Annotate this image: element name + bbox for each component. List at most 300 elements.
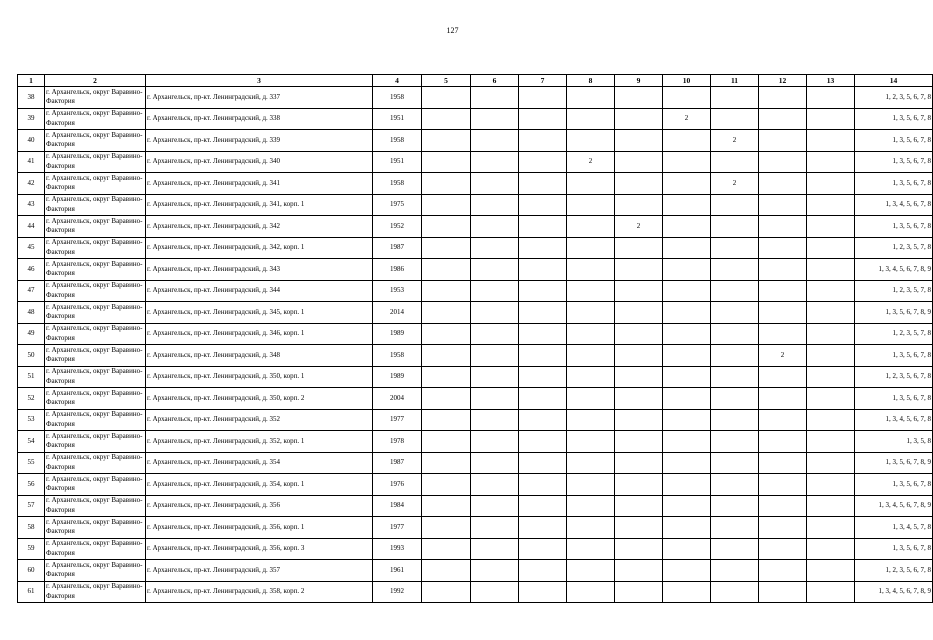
row-number-cell: 42	[18, 173, 45, 195]
column-9-cell	[615, 151, 663, 173]
column-8-cell	[567, 194, 615, 216]
column-12-cell	[759, 216, 807, 238]
column-9-cell	[615, 366, 663, 388]
year-cell: 1961	[373, 560, 422, 582]
year-cell: 1953	[373, 280, 422, 302]
column-13-cell	[807, 409, 855, 431]
address-cell: г. Архангельск, пр-кт. Ленинградский, д. 352	[146, 409, 373, 431]
column-11-cell	[711, 151, 759, 173]
column-14-cell: 1, 3, 4, 5, 6, 7, 8, 9	[855, 259, 933, 281]
column-header-5: 5	[422, 75, 471, 87]
row-number-cell: 59	[18, 538, 45, 560]
district-cell: г. Архангельск, округ Варавино-Фактория	[45, 560, 146, 582]
column-11-cell	[711, 108, 759, 130]
column-7-cell	[519, 108, 567, 130]
column-10-cell	[663, 388, 711, 410]
address-cell: г. Архангельск, пр-кт. Ленинградский, д. 339	[146, 130, 373, 152]
district-cell: г. Архангельск, округ Варавино-Фактория	[45, 194, 146, 216]
column-14-cell: 1, 3, 5, 6, 7, 8, 9	[855, 452, 933, 474]
column-header-7: 7	[519, 75, 567, 87]
column-11-cell	[711, 237, 759, 259]
district-cell: г. Архангельск, округ Варавино-Фактория	[45, 130, 146, 152]
column-10-cell	[663, 130, 711, 152]
column-5-cell	[422, 280, 471, 302]
column-8-cell	[567, 409, 615, 431]
column-6-cell	[471, 388, 519, 410]
column-11-cell	[711, 87, 759, 109]
column-8-cell	[567, 173, 615, 195]
address-cell: г. Архангельск, пр-кт. Ленинградский, д. 358, корп. 2	[146, 581, 373, 603]
column-12-cell	[759, 259, 807, 281]
column-6-cell	[471, 151, 519, 173]
year-cell: 1989	[373, 323, 422, 345]
column-header-13: 13	[807, 75, 855, 87]
address-cell: г. Архангельск, пр-кт. Ленинградский, д. 350, корп. 2	[146, 388, 373, 410]
column-13-cell	[807, 259, 855, 281]
column-6-cell	[471, 517, 519, 539]
column-14-cell: 1, 2, 3, 5, 6, 7, 8	[855, 366, 933, 388]
column-9-cell	[615, 302, 663, 324]
column-10-cell	[663, 345, 711, 367]
district-cell: г. Архангельск, округ Варавино-Фактория	[45, 151, 146, 173]
column-9-cell	[615, 237, 663, 259]
column-6-cell	[471, 366, 519, 388]
column-14-cell: 1, 3, 4, 5, 6, 7, 8	[855, 409, 933, 431]
year-cell: 1977	[373, 409, 422, 431]
column-header-8: 8	[567, 75, 615, 87]
column-10-cell	[663, 431, 711, 453]
year-cell: 1951	[373, 108, 422, 130]
column-10-cell	[663, 302, 711, 324]
column-7-cell	[519, 431, 567, 453]
table-row	[18, 581, 933, 603]
address-cell: г. Архангельск, пр-кт. Ленинградский, д. 345, корп. 1	[146, 302, 373, 324]
address-cell: г. Архангельск, пр-кт. Ленинградский, д. 356, корп. 3	[146, 538, 373, 560]
column-9-cell	[615, 517, 663, 539]
column-13-cell	[807, 431, 855, 453]
column-14-cell: 1, 3, 5, 8	[855, 431, 933, 453]
column-13-cell	[807, 538, 855, 560]
column-14-cell: 1, 3, 5, 6, 7, 8	[855, 216, 933, 238]
district-cell: г. Архангельск, округ Варавино-Фактория	[45, 173, 146, 195]
table-row	[18, 452, 933, 474]
row-number-cell: 51	[18, 366, 45, 388]
column-7-cell	[519, 560, 567, 582]
column-header-9: 9	[615, 75, 663, 87]
row-number-cell: 38	[18, 87, 45, 109]
column-8-cell	[567, 452, 615, 474]
district-cell: г. Архангельск, округ Варавино-Фактория	[45, 495, 146, 517]
column-6-cell	[471, 581, 519, 603]
column-12-cell	[759, 302, 807, 324]
year-cell: 1992	[373, 581, 422, 603]
column-14-cell: 1, 2, 3, 5, 7, 8	[855, 280, 933, 302]
column-12-cell	[759, 409, 807, 431]
address-cell: г. Архангельск, пр-кт. Ленинградский, д. 341	[146, 173, 373, 195]
column-6-cell	[471, 194, 519, 216]
table-row	[18, 431, 933, 453]
column-14-cell: 1, 3, 5, 6, 7, 8	[855, 130, 933, 152]
column-9-cell	[615, 495, 663, 517]
row-number-cell: 41	[18, 151, 45, 173]
column-10-cell	[663, 151, 711, 173]
column-6-cell	[471, 280, 519, 302]
district-cell: г. Архангельск, округ Варавино-Фактория	[45, 452, 146, 474]
district-cell: г. Архангельск, округ Варавино-Фактория	[45, 431, 146, 453]
column-6-cell	[471, 216, 519, 238]
column-10-cell	[663, 474, 711, 496]
column-9-cell	[615, 388, 663, 410]
column-13-cell	[807, 302, 855, 324]
column-12-cell	[759, 87, 807, 109]
column-10-cell	[663, 194, 711, 216]
row-number-cell: 60	[18, 560, 45, 582]
column-11-cell: 2	[711, 173, 759, 195]
column-12-cell	[759, 130, 807, 152]
district-cell: г. Архангельск, округ Варавино-Фактория	[45, 345, 146, 367]
column-11-cell	[711, 495, 759, 517]
column-8-cell	[567, 517, 615, 539]
column-13-cell	[807, 130, 855, 152]
column-10-cell	[663, 538, 711, 560]
column-header-2: 2	[45, 75, 146, 87]
table-row	[18, 151, 933, 173]
column-12-cell	[759, 538, 807, 560]
column-11-cell: 2	[711, 130, 759, 152]
column-7-cell	[519, 366, 567, 388]
column-7-cell	[519, 280, 567, 302]
column-8-cell	[567, 280, 615, 302]
column-11-cell	[711, 345, 759, 367]
district-cell: г. Архангельск, округ Варавино-Фактория	[45, 237, 146, 259]
column-11-cell	[711, 538, 759, 560]
row-number-cell: 49	[18, 323, 45, 345]
column-13-cell	[807, 388, 855, 410]
column-8-cell: 2	[567, 151, 615, 173]
column-5-cell	[422, 302, 471, 324]
year-cell: 2014	[373, 302, 422, 324]
column-5-cell	[422, 517, 471, 539]
column-header-3: 3	[146, 75, 373, 87]
column-8-cell	[567, 323, 615, 345]
column-8-cell	[567, 366, 615, 388]
year-cell: 1987	[373, 452, 422, 474]
column-7-cell	[519, 538, 567, 560]
column-10-cell: 2	[663, 108, 711, 130]
column-9-cell	[615, 560, 663, 582]
column-12-cell	[759, 474, 807, 496]
row-number-cell: 43	[18, 194, 45, 216]
column-11-cell	[711, 474, 759, 496]
row-number-cell: 44	[18, 216, 45, 238]
column-11-cell	[711, 194, 759, 216]
column-7-cell	[519, 517, 567, 539]
column-12-cell	[759, 452, 807, 474]
column-8-cell	[567, 345, 615, 367]
header-row	[18, 75, 933, 87]
column-11-cell	[711, 302, 759, 324]
address-cell: г. Архангельск, пр-кт. Ленинградский, д. 342	[146, 216, 373, 238]
column-14-cell: 1, 3, 5, 6, 7, 8	[855, 108, 933, 130]
table-body	[18, 87, 933, 603]
column-7-cell	[519, 345, 567, 367]
table-row	[18, 323, 933, 345]
column-14-cell: 1, 2, 3, 5, 7, 8	[855, 237, 933, 259]
column-9-cell	[615, 108, 663, 130]
row-number-cell: 56	[18, 474, 45, 496]
district-cell: г. Архангельск, округ Варавино-Фактория	[45, 323, 146, 345]
year-cell: 1958	[373, 87, 422, 109]
column-7-cell	[519, 495, 567, 517]
column-10-cell	[663, 216, 711, 238]
column-8-cell	[567, 87, 615, 109]
address-cell: г. Архангельск, пр-кт. Ленинградский, д. 342, корп. 1	[146, 237, 373, 259]
column-12-cell	[759, 280, 807, 302]
address-cell: г. Архангельск, пр-кт. Ленинградский, д. 350, корп. 1	[146, 366, 373, 388]
column-12-cell	[759, 173, 807, 195]
column-7-cell	[519, 259, 567, 281]
table-row	[18, 495, 933, 517]
column-8-cell	[567, 237, 615, 259]
column-14-cell: 1, 3, 5, 6, 7, 8, 9	[855, 302, 933, 324]
column-14-cell: 1, 3, 4, 5, 6, 7, 8, 9	[855, 495, 933, 517]
column-8-cell	[567, 581, 615, 603]
table-row	[18, 302, 933, 324]
column-6-cell	[471, 259, 519, 281]
column-8-cell	[567, 259, 615, 281]
column-5-cell	[422, 216, 471, 238]
column-9-cell	[615, 538, 663, 560]
column-14-cell: 1, 2, 3, 5, 6, 7, 8	[855, 87, 933, 109]
column-13-cell	[807, 366, 855, 388]
column-8-cell	[567, 130, 615, 152]
row-number-cell: 57	[18, 495, 45, 517]
column-9-cell	[615, 431, 663, 453]
column-7-cell	[519, 194, 567, 216]
year-cell: 1984	[373, 495, 422, 517]
column-10-cell	[663, 237, 711, 259]
column-10-cell	[663, 280, 711, 302]
column-6-cell	[471, 345, 519, 367]
row-number-cell: 50	[18, 345, 45, 367]
column-14-cell: 1, 3, 4, 5, 6, 7, 8	[855, 194, 933, 216]
address-cell: г. Архангельск, пр-кт. Ленинградский, д. 348	[146, 345, 373, 367]
column-8-cell	[567, 560, 615, 582]
district-cell: г. Архангельск, округ Варавино-Фактория	[45, 87, 146, 109]
column-13-cell	[807, 194, 855, 216]
year-cell: 1958	[373, 345, 422, 367]
column-5-cell	[422, 130, 471, 152]
column-6-cell	[471, 474, 519, 496]
column-14-cell: 1, 2, 3, 5, 6, 7, 8	[855, 560, 933, 582]
column-12-cell: 2	[759, 345, 807, 367]
column-10-cell	[663, 517, 711, 539]
district-cell: г. Архангельск, округ Варавино-Фактория	[45, 216, 146, 238]
column-5-cell	[422, 538, 471, 560]
column-13-cell	[807, 87, 855, 109]
column-5-cell	[422, 194, 471, 216]
address-cell: г. Архангельск, пр-кт. Ленинградский, д. 357	[146, 560, 373, 582]
column-7-cell	[519, 474, 567, 496]
column-5-cell	[422, 108, 471, 130]
column-12-cell	[759, 194, 807, 216]
column-9-cell	[615, 581, 663, 603]
column-5-cell	[422, 495, 471, 517]
column-header-1: 1	[18, 75, 45, 87]
housing-table	[17, 74, 933, 603]
column-10-cell	[663, 259, 711, 281]
column-11-cell	[711, 216, 759, 238]
column-5-cell	[422, 259, 471, 281]
year-cell: 1976	[373, 474, 422, 496]
table-row	[18, 87, 933, 109]
address-cell: г. Архангельск, пр-кт. Ленинградский, д. 344	[146, 280, 373, 302]
column-13-cell	[807, 581, 855, 603]
column-6-cell	[471, 560, 519, 582]
column-10-cell	[663, 581, 711, 603]
column-12-cell	[759, 431, 807, 453]
column-11-cell	[711, 581, 759, 603]
table-row	[18, 216, 933, 238]
column-13-cell	[807, 345, 855, 367]
column-7-cell	[519, 452, 567, 474]
column-11-cell	[711, 452, 759, 474]
column-5-cell	[422, 237, 471, 259]
column-header-6: 6	[471, 75, 519, 87]
column-13-cell	[807, 323, 855, 345]
year-cell: 1952	[373, 216, 422, 238]
column-11-cell	[711, 560, 759, 582]
column-5-cell	[422, 388, 471, 410]
column-5-cell	[422, 431, 471, 453]
column-8-cell	[567, 495, 615, 517]
column-9-cell	[615, 409, 663, 431]
column-9-cell	[615, 474, 663, 496]
column-6-cell	[471, 538, 519, 560]
column-7-cell	[519, 409, 567, 431]
column-6-cell	[471, 130, 519, 152]
column-12-cell	[759, 560, 807, 582]
year-cell: 1951	[373, 151, 422, 173]
district-cell: г. Архангельск, округ Варавино-Фактория	[45, 108, 146, 130]
column-13-cell	[807, 216, 855, 238]
row-number-cell: 47	[18, 280, 45, 302]
column-8-cell	[567, 388, 615, 410]
column-7-cell	[519, 388, 567, 410]
row-number-cell: 40	[18, 130, 45, 152]
address-cell: г. Архангельск, пр-кт. Ленинградский, д. 354	[146, 452, 373, 474]
column-6-cell	[471, 495, 519, 517]
page-number: 127	[446, 26, 459, 35]
column-10-cell	[663, 173, 711, 195]
district-cell: г. Архангельск, округ Варавино-Фактория	[45, 280, 146, 302]
district-cell: г. Архангельск, округ Варавино-Фактория	[45, 366, 146, 388]
column-7-cell	[519, 323, 567, 345]
row-number-cell: 55	[18, 452, 45, 474]
column-14-cell: 1, 3, 5, 6, 7, 8	[855, 151, 933, 173]
table-row	[18, 388, 933, 410]
row-number-cell: 39	[18, 108, 45, 130]
column-13-cell	[807, 474, 855, 496]
column-5-cell	[422, 409, 471, 431]
table-row	[18, 345, 933, 367]
column-8-cell	[567, 302, 615, 324]
column-header-12: 12	[759, 75, 807, 87]
address-cell: г. Архангельск, пр-кт. Ленинградский, д. 346, корп. 1	[146, 323, 373, 345]
column-5-cell	[422, 345, 471, 367]
table-row	[18, 173, 933, 195]
table-row	[18, 538, 933, 560]
row-number-cell: 52	[18, 388, 45, 410]
table-row	[18, 130, 933, 152]
row-number-cell: 46	[18, 259, 45, 281]
column-5-cell	[422, 474, 471, 496]
district-cell: г. Архангельск, округ Варавино-Фактория	[45, 581, 146, 603]
table-row	[18, 560, 933, 582]
column-8-cell	[567, 431, 615, 453]
column-14-cell: 1, 3, 4, 5, 6, 7, 8, 9	[855, 581, 933, 603]
column-header-14: 14	[855, 75, 933, 87]
column-12-cell	[759, 237, 807, 259]
column-6-cell	[471, 431, 519, 453]
district-cell: г. Архангельск, округ Варавино-Фактория	[45, 302, 146, 324]
column-7-cell	[519, 216, 567, 238]
column-14-cell: 1, 2, 3, 5, 7, 8	[855, 323, 933, 345]
column-10-cell	[663, 560, 711, 582]
table-row	[18, 409, 933, 431]
column-10-cell	[663, 87, 711, 109]
column-13-cell	[807, 560, 855, 582]
column-8-cell	[567, 474, 615, 496]
table-header	[18, 75, 933, 87]
column-12-cell	[759, 366, 807, 388]
year-cell: 1986	[373, 259, 422, 281]
district-cell: г. Архангельск, округ Варавино-Фактория	[45, 388, 146, 410]
column-10-cell	[663, 409, 711, 431]
column-header-4: 4	[373, 75, 422, 87]
column-6-cell	[471, 237, 519, 259]
column-9-cell	[615, 87, 663, 109]
column-5-cell	[422, 323, 471, 345]
column-5-cell	[422, 560, 471, 582]
column-14-cell: 1, 3, 5, 6, 7, 8	[855, 474, 933, 496]
column-5-cell	[422, 151, 471, 173]
address-cell: г. Архангельск, пр-кт. Ленинградский, д. 354, корп. 1	[146, 474, 373, 496]
address-cell: г. Архангельск, пр-кт. Ленинградский, д. 340	[146, 151, 373, 173]
column-9-cell: 2	[615, 216, 663, 238]
column-11-cell	[711, 388, 759, 410]
column-5-cell	[422, 87, 471, 109]
table-row	[18, 237, 933, 259]
address-cell: г. Архангельск, пр-кт. Ленинградский, д. 356, корп. 1	[146, 517, 373, 539]
address-cell: г. Архангельск, пр-кт. Ленинградский, д. 337	[146, 87, 373, 109]
column-5-cell	[422, 173, 471, 195]
column-7-cell	[519, 87, 567, 109]
column-13-cell	[807, 280, 855, 302]
column-9-cell	[615, 345, 663, 367]
year-cell: 1989	[373, 366, 422, 388]
address-cell: г. Архангельск, пр-кт. Ленинградский, д. 341, корп. 1	[146, 194, 373, 216]
column-12-cell	[759, 323, 807, 345]
table-row	[18, 259, 933, 281]
district-cell: г. Архангельск, округ Варавино-Фактория	[45, 517, 146, 539]
column-8-cell	[567, 216, 615, 238]
column-6-cell	[471, 108, 519, 130]
table-row	[18, 108, 933, 130]
column-14-cell: 1, 3, 5, 6, 7, 8	[855, 538, 933, 560]
column-9-cell	[615, 194, 663, 216]
address-cell: г. Архангельск, пр-кт. Ленинградский, д. 356	[146, 495, 373, 517]
